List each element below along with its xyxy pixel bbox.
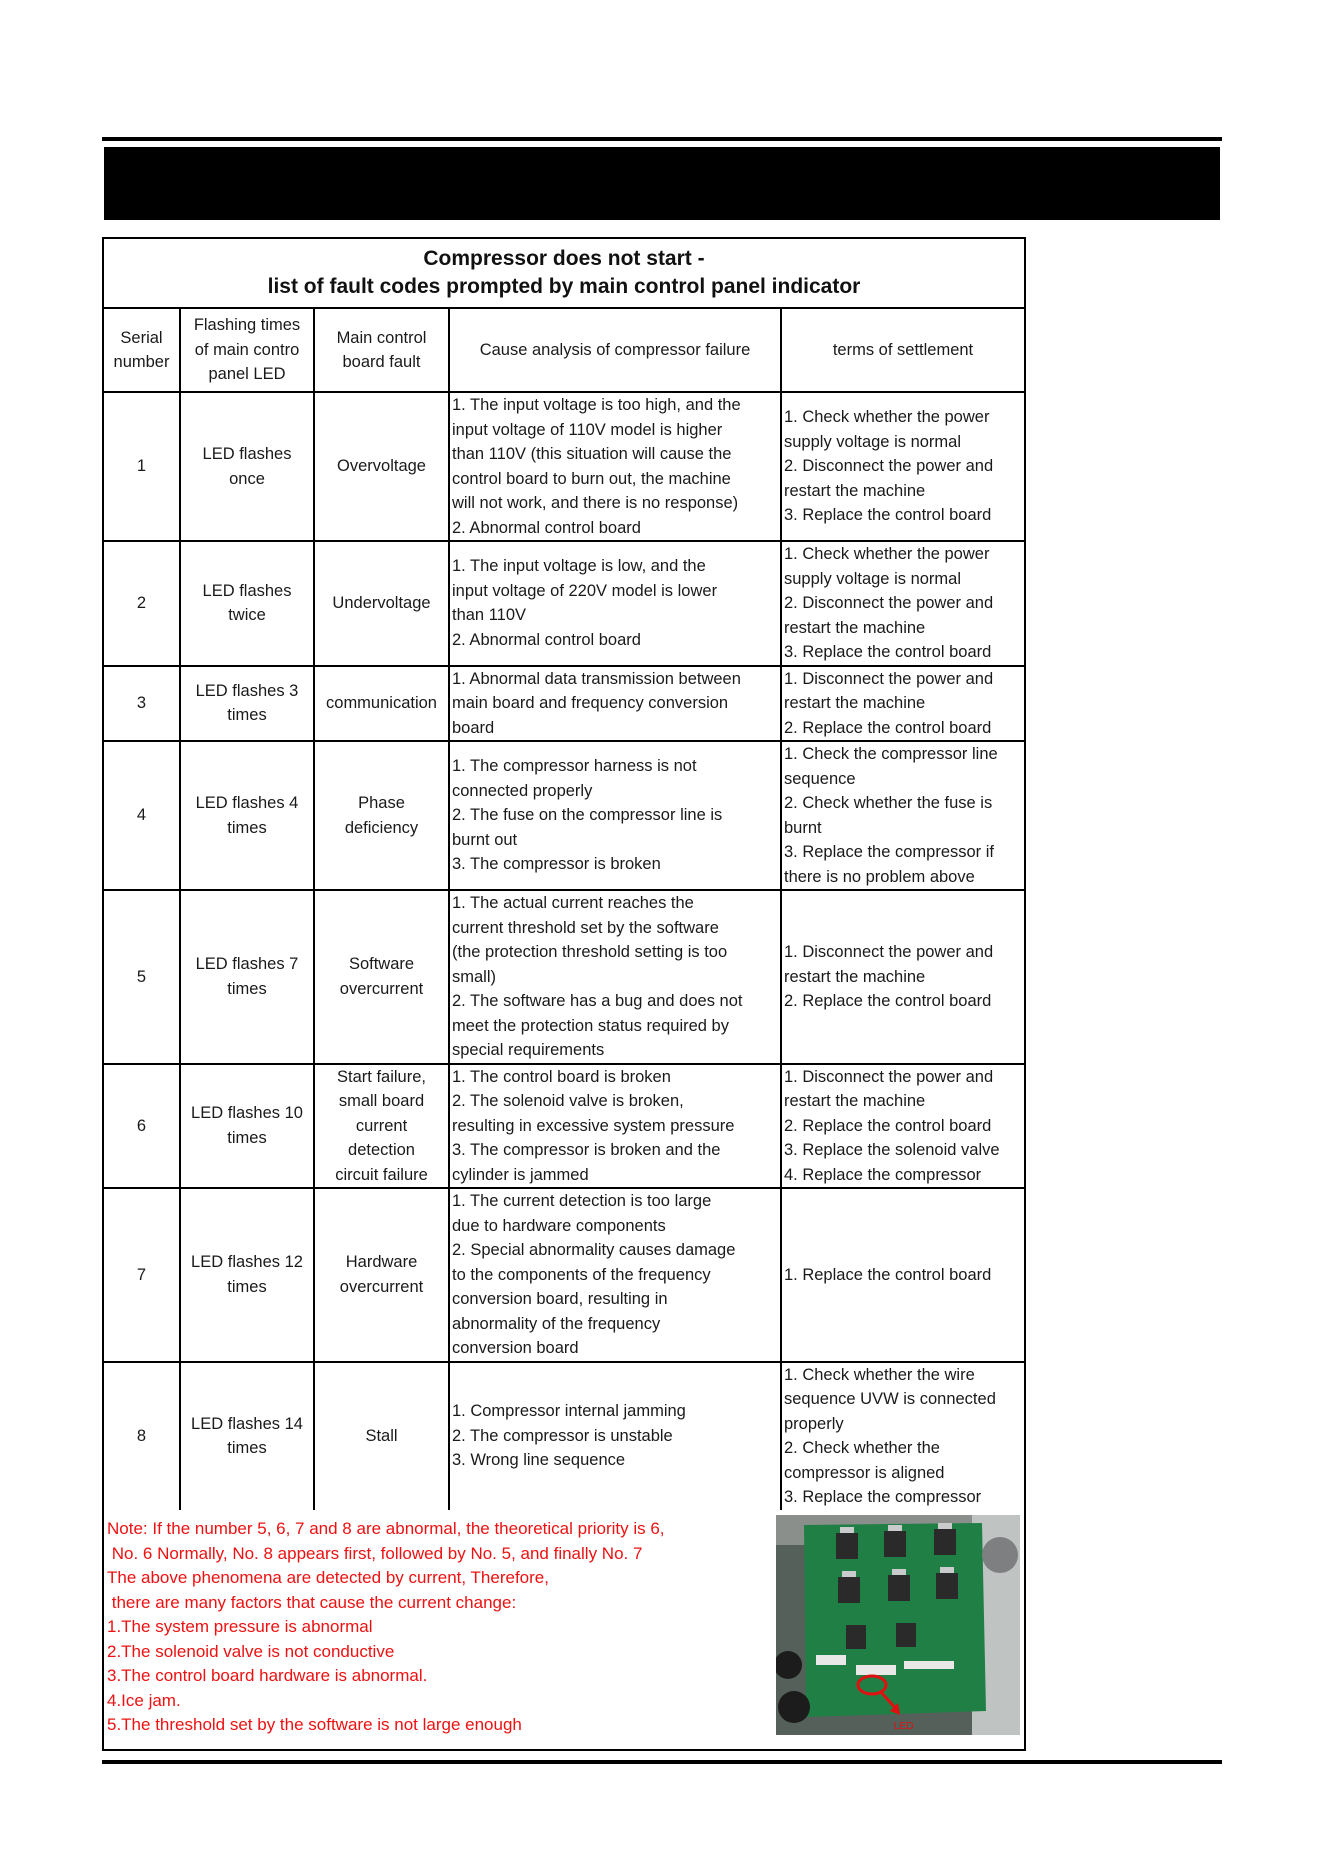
serial-cell: 1: [104, 392, 180, 541]
text-line: conversion board, resulting in: [452, 1290, 668, 1308]
table-row: [104, 1188, 1024, 1362]
fault-cell: [314, 392, 449, 541]
bottom-rule: [102, 1760, 1222, 1764]
text-line: 2. Special abnormality causes damage: [452, 1241, 736, 1259]
text-line: will not work, and there is no response): [452, 494, 739, 512]
text-line: LED flashes: [202, 445, 292, 463]
text-line: 1. The control board is broken: [452, 1067, 671, 1086]
text-line: cylinder is jammed: [452, 1165, 589, 1184]
text-line: sequence: [784, 769, 856, 788]
note-line: The above phenomena are detected by current, Therefore,: [107, 1568, 549, 1587]
text-line: Stall: [365, 1426, 398, 1445]
text-line: LED flashes 3: [195, 681, 299, 700]
text-line: communication: [326, 694, 437, 712]
fault-cell: [314, 890, 449, 1064]
text-line: restart the machine: [784, 618, 926, 637]
note-line: 3.The control board hardware is abnormal.: [107, 1666, 428, 1685]
notes-area: [104, 1513, 1024, 1749]
flash-cell: [180, 392, 314, 541]
control-board-photo: [776, 1515, 1020, 1735]
text-line: 1. The input voltage is too high, and the: [452, 396, 741, 414]
text-line: control board to burn out, the machine: [452, 469, 731, 488]
flash-cell: [180, 1188, 314, 1362]
serial-cell: 2: [104, 541, 180, 666]
text-line: 3. Replace the control board: [784, 643, 992, 661]
text-line: times: [227, 979, 267, 998]
text-line: (the protection threshold setting is too: [452, 943, 728, 961]
text-line: 2. Disconnect the power and: [784, 457, 994, 476]
header-flash: [180, 309, 314, 392]
text-line: restart the machine: [784, 481, 926, 500]
text-line: times: [227, 1439, 267, 1457]
text-line: current: [355, 1116, 408, 1135]
text-line: 2. Replace the control board: [784, 1116, 992, 1135]
flash-cell: [180, 541, 314, 666]
led-callout-label: LED: [894, 1721, 914, 1732]
text-line: main board and frequency conversion: [452, 694, 729, 712]
header-cause: [449, 309, 781, 392]
text-line: LED flashes 10: [191, 1104, 303, 1123]
text-line: times: [227, 1277, 267, 1296]
text-line: overcurrent: [339, 979, 424, 998]
serial-cell: 8: [104, 1362, 180, 1510]
text-line: 2. Replace the control board: [784, 992, 992, 1010]
text-line: Cause analysis of compressor failure: [479, 340, 751, 359]
text-line: restart the machine: [784, 1092, 926, 1110]
title-line-1: Compressor does not start -: [423, 247, 705, 270]
cause-cell: [449, 666, 781, 742]
text-line: number: [113, 353, 170, 371]
text-line: Hardware: [345, 1253, 418, 1272]
text-line: special requirements: [452, 1041, 605, 1059]
flash-cell: [180, 1362, 314, 1510]
text-line: than 110V (this situation will cause the: [452, 445, 732, 463]
serial-cell: 5: [104, 890, 180, 1064]
header-settlement: [781, 309, 1024, 392]
text-line: 3. The compressor is broken and the: [452, 1141, 721, 1159]
table-row: [104, 741, 1024, 890]
text-line: of main contro: [194, 340, 300, 359]
text-line: small board: [338, 1092, 425, 1110]
table-row: [104, 392, 1024, 541]
text-line: LED flashes: [202, 581, 292, 600]
text-line: board: [452, 718, 495, 737]
text-line: small): [452, 967, 496, 986]
text-line: 3. Replace the solenoid valve: [784, 1141, 1000, 1159]
text-line: deficiency: [344, 818, 419, 837]
settlement-cell: [781, 1064, 1024, 1189]
serial-cell: 3: [104, 666, 180, 742]
settlement-cell: [781, 392, 1024, 541]
table-row: [104, 1064, 1024, 1189]
text-line: 1. Compressor internal jamming: [452, 1402, 686, 1421]
text-line: times: [227, 706, 267, 725]
text-line: twice: [228, 606, 266, 625]
text-line: 3. The compressor is broken: [452, 855, 661, 874]
cause-cell: [449, 541, 781, 666]
text-line: Main control: [336, 328, 427, 347]
text-line: 2. The fuse on the compressor line is: [452, 806, 723, 825]
text-line: 2. Replace the control board: [784, 718, 992, 737]
text-line: 2. Check whether the: [784, 1439, 940, 1457]
note-line: 4.Ice jam.: [107, 1690, 181, 1710]
text-line: to the components of the frequency: [452, 1265, 711, 1284]
text-line: 1. The compressor harness is not: [452, 757, 697, 776]
text-line: 1. Check whether the power: [784, 408, 990, 427]
text-line: compressor is aligned: [784, 1463, 945, 1482]
fault-cell: [314, 1064, 449, 1189]
settlement-cell: [781, 1188, 1024, 1362]
note-text: [107, 1517, 767, 1738]
text-line: 1. The input voltage is low, and the: [452, 557, 706, 576]
text-line: board fault: [342, 353, 421, 371]
text-line: 1. Replace the control board: [784, 1265, 992, 1284]
text-line: resulting in excessive system pressure: [452, 1116, 735, 1135]
text-line: connected properly: [452, 781, 593, 800]
text-line: Flashing times: [193, 316, 301, 335]
text-line: 1. Disconnect the power and: [784, 669, 994, 688]
text-line: abnormality of the frequency: [452, 1314, 661, 1333]
text-line: Undervoltage: [332, 594, 431, 612]
flash-cell: [180, 1064, 314, 1189]
fault-code-sheet: [102, 237, 1026, 1751]
text-line: LED flashes 4: [195, 794, 299, 812]
top-rule: [102, 137, 1222, 141]
note-line: 5.The threshold set by the software is not large enough: [107, 1715, 522, 1734]
header-bar: [104, 147, 1220, 220]
text-line: input voltage of 110V model is higher: [452, 420, 723, 439]
text-line: 1. Abnormal data transmission between: [452, 669, 741, 688]
text-line: 2. Abnormal control board: [452, 630, 641, 649]
text-line: 2. Disconnect the power and: [784, 594, 994, 612]
text-line: supply voltage is normal: [784, 432, 962, 451]
note-line: there are many factors that cause the current change:: [107, 1592, 517, 1612]
table-row: [104, 1362, 1024, 1510]
text-line: restart the machine: [784, 694, 926, 712]
settlement-cell: [781, 541, 1024, 666]
cause-cell: [449, 392, 781, 541]
note-line: No. 6 Normally, No. 8 appears first, followed by No. 5, and finally No. 7: [107, 1543, 643, 1563]
table-row: [104, 666, 1024, 742]
text-line: properly: [784, 1414, 844, 1433]
text-line: 1. Check whether the wire: [784, 1365, 975, 1384]
flash-cell: [180, 666, 314, 742]
note-line: 1.The system pressure is abnormal: [107, 1617, 373, 1636]
settlement-cell: [781, 1362, 1024, 1510]
cause-cell: [449, 1064, 781, 1189]
settlement-cell: [781, 741, 1024, 890]
text-line: LED flashes 7: [195, 955, 299, 974]
text-line: 3. Replace the compressor if: [784, 843, 995, 861]
settlement-cell: [781, 666, 1024, 742]
text-line: 2. Check whether the fuse is: [784, 794, 993, 812]
title-line-2: list of fault codes prompted by main control panel indicator: [267, 275, 861, 298]
table-row: [104, 890, 1024, 1064]
text-line: Software: [348, 955, 415, 974]
fault-cell: [314, 741, 449, 890]
fault-cell: [314, 1362, 449, 1510]
text-line: burnt out: [452, 830, 518, 849]
text-line: 2. The compressor is unstable: [452, 1426, 673, 1445]
serial-cell: 4: [104, 741, 180, 890]
text-line: once: [229, 469, 265, 488]
text-line: 2. Abnormal control board: [452, 518, 641, 537]
text-line: times: [227, 818, 267, 837]
text-line: conversion board: [452, 1339, 579, 1357]
text-line: 3. Replace the control board: [784, 506, 992, 525]
flash-cell: [180, 741, 314, 890]
text-line: overcurrent: [339, 1277, 424, 1296]
text-line: 1. Disconnect the power and: [784, 1067, 994, 1086]
text-line: Phase: [358, 794, 405, 812]
note-line: 2.The solenoid valve is not conductive: [107, 1641, 395, 1661]
fault-cell: [314, 1188, 449, 1362]
text-line: detection: [348, 1141, 415, 1159]
text-line: input voltage of 220V model is lower: [452, 581, 718, 600]
text-line: 2. The software has a bug and does not: [452, 992, 743, 1010]
text-line: 2. The solenoid valve is broken,: [452, 1092, 684, 1110]
text-line: times: [227, 1128, 267, 1147]
text-line: 1. The actual current reaches the: [452, 894, 694, 912]
cause-cell: [449, 890, 781, 1064]
cause-cell: [449, 1362, 781, 1510]
text-line: supply voltage is normal: [784, 569, 962, 588]
text-line: Overvoltage: [337, 457, 426, 476]
text-line: circuit failure: [335, 1165, 428, 1184]
text-line: LED flashes 14: [191, 1414, 303, 1433]
fault-table: [104, 309, 1024, 1510]
text-line: Start failure,: [337, 1067, 426, 1086]
serial-cell: 7: [104, 1188, 180, 1362]
table-header-row: [104, 309, 1024, 392]
text-line: sequence UVW is connected: [784, 1390, 996, 1408]
text-line: terms of settlement: [832, 340, 974, 359]
text-line: restart the machine: [784, 967, 926, 986]
fault-cell: [314, 541, 449, 666]
text-line: 1. Disconnect the power and: [784, 943, 994, 961]
text-line: there is no problem above: [784, 867, 975, 886]
flash-cell: [180, 890, 314, 1064]
note-line: Note: If the number 5, 6, 7 and 8 are abnormal, the theoretical priority is 6,: [107, 1519, 665, 1538]
text-line: meet the protection status required by: [452, 1016, 729, 1035]
cause-cell: [449, 1188, 781, 1362]
table-row: [104, 541, 1024, 666]
text-line: Serial: [120, 328, 163, 347]
fault-cell: [314, 666, 449, 742]
text-line: due to hardware components: [452, 1216, 666, 1235]
text-line: 1. Check whether the power: [784, 545, 990, 563]
serial-cell: 6: [104, 1064, 180, 1189]
cause-cell: [449, 741, 781, 890]
page-title: [104, 239, 1024, 309]
control-board-image: [776, 1515, 1020, 1735]
header-fault: [314, 309, 449, 392]
text-line: 3. Replace the compressor: [784, 1488, 982, 1506]
text-line: LED flashes 12: [191, 1253, 303, 1272]
settlement-cell: [781, 890, 1024, 1064]
text-line: burnt: [784, 818, 822, 837]
text-line: panel LED: [208, 365, 286, 384]
text-line: than 110V: [452, 606, 527, 625]
text-line: 4. Replace the compressor: [784, 1165, 982, 1184]
header-serial: [104, 309, 180, 392]
text-line: 1. The current detection is too large: [452, 1192, 712, 1210]
text-line: 1. Check the compressor line: [784, 745, 998, 763]
text-line: current threshold set by the software: [452, 918, 719, 937]
text-line: 3. Wrong line sequence: [452, 1451, 626, 1470]
